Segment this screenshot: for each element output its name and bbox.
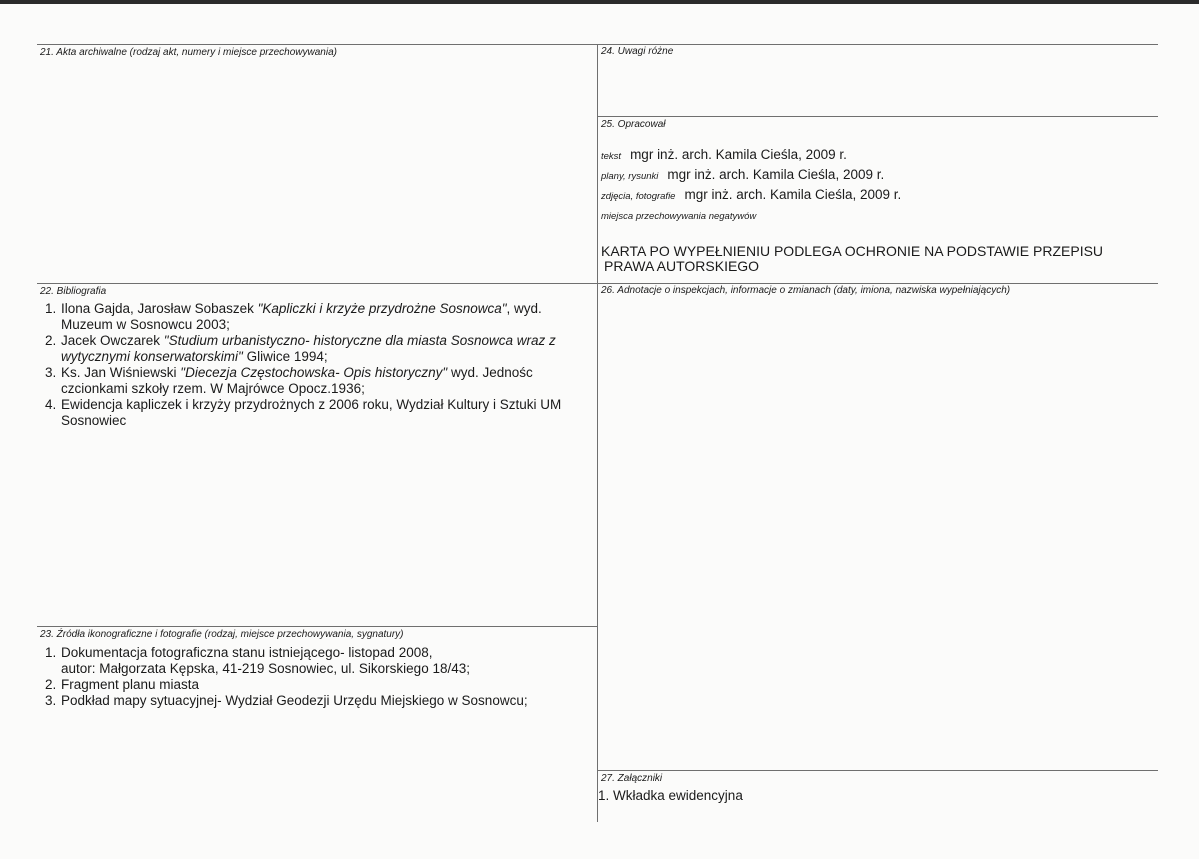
divider-27-top: [598, 770, 1158, 771]
section-24-header: 24. Uwagi różne: [601, 46, 674, 57]
copyright-notice-line-1: KARTA PO WYPEŁNIENIU PODLEGA OCHRONIE NA PODSTAWIE PRZEPISU: [601, 243, 1104, 259]
credit-plany: [601, 167, 884, 182]
credit-tekst-value: mgr inż. arch. Kamila Cieśla, 2009 r.: [630, 147, 847, 162]
bibliography-item: 1. Ilona Gajda, Jarosław Sobaszek "Kapliczki i krzyże przydrożne Sosnowca", wyd. Muzeum w Sosnowcu 2003;: [45, 301, 542, 332]
credit-zdjecia-value: mgr inż. arch. Kamila Cieśla, 2009 r.: [684, 187, 902, 202]
scan-top-edge: [0, 0, 1199, 4]
credit-plany-label: plany, rysunki: [601, 171, 659, 182]
credit-zdjecia-label: zdjęcia, fotografie: [601, 191, 676, 202]
section-25-header: 25. Opracował: [601, 119, 666, 130]
credit-tekst: [601, 147, 847, 162]
section-27-header: 27. Załączniki: [601, 773, 663, 784]
iconography-item: 3. Podkład mapy sytuacyjnej- Wydział Geodezji Urzędu Miejskiego w Sosnowcu;: [45, 693, 528, 708]
section-22-header: 22. Bibliografia: [40, 286, 107, 297]
credit-tekst-label: tekst: [601, 151, 622, 162]
attachment-item: 1. Wkładka ewidencyjna: [598, 788, 743, 803]
divider-center: [597, 44, 598, 822]
credit-plany-value: mgr inż. arch. Kamila Cieśla, 2009 r.: [667, 167, 885, 182]
copyright-notice-line-2: PRAWA AUTORSKIEGO: [604, 258, 760, 274]
divider-23-top: [37, 626, 597, 627]
section-23-header: 23. Źródła ikonograficzne i fotografie (rodzaj, miejsce przechowywania, sygnatury): [40, 629, 404, 640]
divider-25-top: [598, 116, 1158, 117]
bibliography-list: [45, 301, 585, 429]
iconography-list: [45, 645, 585, 709]
credit-zdjecia: [601, 187, 901, 202]
bibliography-item: 2. Jacek Owczarek "Studium urbanistyczno- historyczne dla miasta Sosnowca wraz z wytycznymi konserwatorskimi" Gliwice 1994;: [45, 333, 556, 364]
section-26-header: 26. Adnotacje o inspekcjach, informacje o zmianach (daty, imiona, nazwiska wypełniających): [601, 285, 1011, 296]
section-21-header: 21. Akta archiwalne (rodzaj akt, numery i miejsce przechowywania): [40, 47, 337, 58]
iconography-item: 2. Fragment planu miasta: [45, 677, 200, 692]
divider-22-top: [37, 283, 1158, 284]
bibliography-item: 3. Ks. Jan Wiśniewski "Diecezja Częstochowska- Opis historyczny" wyd. Jednośc czcionkami szkoły rzem. W Majrówce Opocz.1936;: [45, 365, 533, 396]
negatives-location-label: miejsca przechowywania negatywów: [601, 211, 757, 222]
iconography-item: 1. Dokumentacja fotograficzna stanu istniejącego- listopad 2008, autor: Małgorzata Kępska, 41-219 Sosnowiec, ul. Sikorskiego 18/43;: [45, 645, 470, 676]
copyright-notice: [601, 244, 1103, 274]
bibliography-item: 4. Ewidencja kapliczek i krzyży przydrożnych z 2006 roku, Wydział Kultury i Sztuki UM Sosnowiec: [45, 397, 562, 428]
